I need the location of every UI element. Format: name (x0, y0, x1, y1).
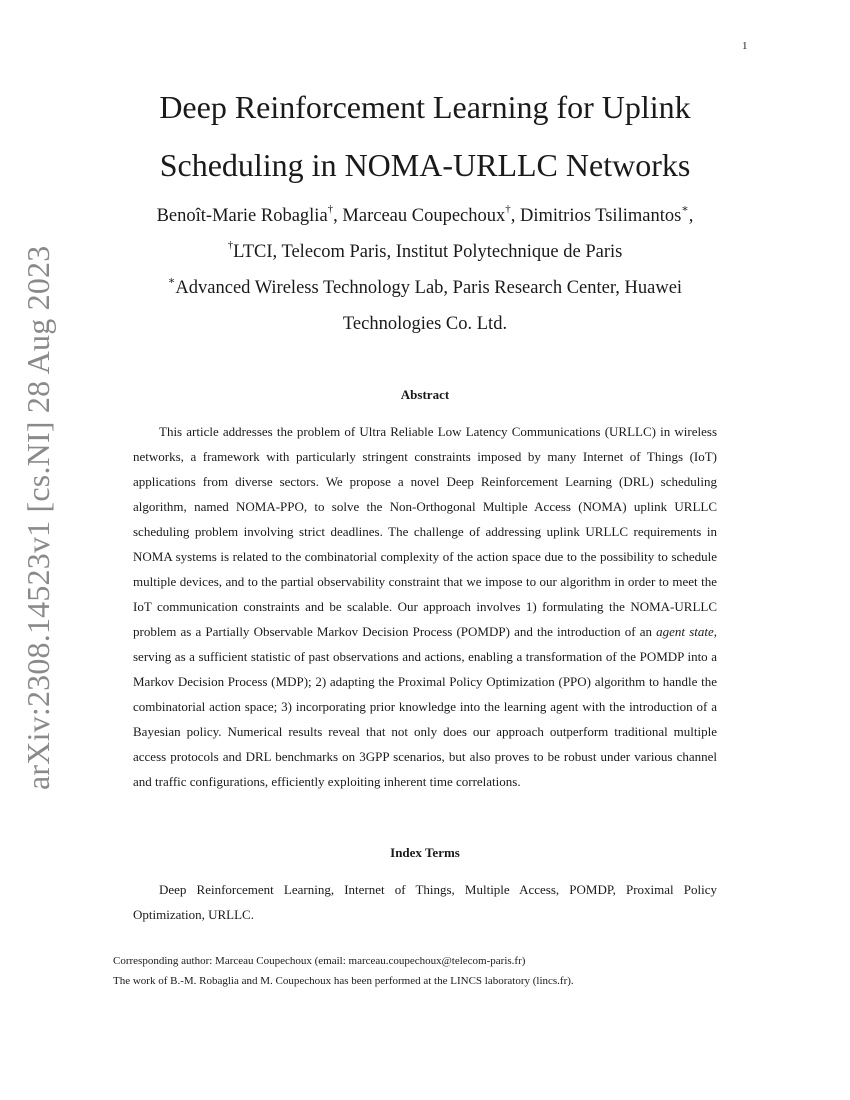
title-line-1: Deep Reinforcement Learning for Uplink (159, 89, 691, 125)
footnote-corresponding-author: Corresponding author: Marceau Coupechoux (email: marceau.coupechoux@telecom-paris.fr) (113, 955, 526, 967)
index-terms-body: Deep Reinforcement Learning, Internet of Things, Multiple Access, POMDP, Proximal Policy Optimization, URLLC. (133, 882, 717, 922)
author-list (0, 198, 850, 234)
author-block (0, 198, 850, 342)
footnote-lincs: The work of B.-M. Robaglia and M. Coupechoux has been performed at the LINCS laboratory (lincs.fr). (113, 975, 574, 987)
abstract-emphasis: agent state (656, 624, 714, 639)
page-number: 1 (742, 40, 748, 52)
affiliation-ltci (0, 234, 850, 270)
star-mark: ∗ (681, 202, 689, 215)
author-separator: , (510, 206, 521, 226)
dagger-mark: † (227, 238, 234, 251)
affiliation-huawei-continued: Technologies Co. Ltd. (342, 314, 508, 334)
abstract-body (133, 419, 717, 794)
author-robaglia: Benoît-Marie Robaglia (156, 206, 328, 226)
affiliation-huawei (0, 270, 850, 306)
paper-title (0, 78, 850, 194)
author-tsilimantos: Dimitrios Tsilimantos (520, 206, 682, 226)
abstract-text-part-2: , serving as a sufficient statistic of past observations and actions, enabling a transformation of the POMDP into a Markov Decision Process (MDP); 2) adapting the Proximal Policy Optimization (PPO) algorithm to handle the combinatorial action space; 3) incorporating prior knowledge into the learning agent with the introduction of a Bayesian policy. Numerical results reveal that not only does our approach outperform traditional multiple access protocols and DRL benchmarks on 3GPP scenarios, but also proves to be robust under various channel and traffic configurations, efficiently exploiting inherent time correlations. (133, 624, 717, 789)
footnotes (113, 951, 753, 991)
affiliation-huawei-text: Advanced Wireless Technology Lab, Paris Research Center, Huawei (175, 278, 683, 298)
star-mark: ∗ (167, 274, 176, 287)
dagger-mark: † (327, 202, 334, 215)
author-trailing-comma: , (688, 206, 694, 226)
author-separator: , (333, 206, 343, 226)
dagger-mark: † (505, 202, 511, 215)
affiliation-ltci-text: LTCI, Telecom Paris, Institut Polytechnique de Paris (233, 242, 623, 262)
arxiv-identifier: arXiv:2308.14523v1 [cs.NI] 28 Aug 2023 (20, 245, 56, 790)
author-coupechoux: Marceau Coupechoux (342, 206, 506, 226)
abstract-text-part-1: This article addresses the problem of Ultra Reliable Low Latency Communications (URLLC) in wireless networks, a framework with particularly stringent constraints imposed by many Internet of Things (IoT) applications from diverse sectors. We propose a novel Deep Reinforcement Learning (DRL) scheduling algorithm, named NOMA-PPO, to solve the Non-Orthogonal Multiple Access (NOMA) uplink URLLC scheduling problem involving strict deadlines. The challenge of addressing uplink URLLC requirements in NOMA systems is related to the combinatorial complexity of the action space due to the possibility to schedule multiple devices, and to the partial observability constraint that we impose to our algorithm in order to meet the IoT communication constraints and be scalable. Our approach involves 1) formulating the NOMA-URLLC problem as a Partially Observable Markov Decision Process (POMDP) and the introduction of an (133, 424, 717, 639)
title-line-2: Scheduling in NOMA-URLLC Networks (159, 147, 691, 183)
abstract-heading: Abstract (400, 387, 450, 402)
index-terms-heading: Index Terms (390, 845, 460, 860)
